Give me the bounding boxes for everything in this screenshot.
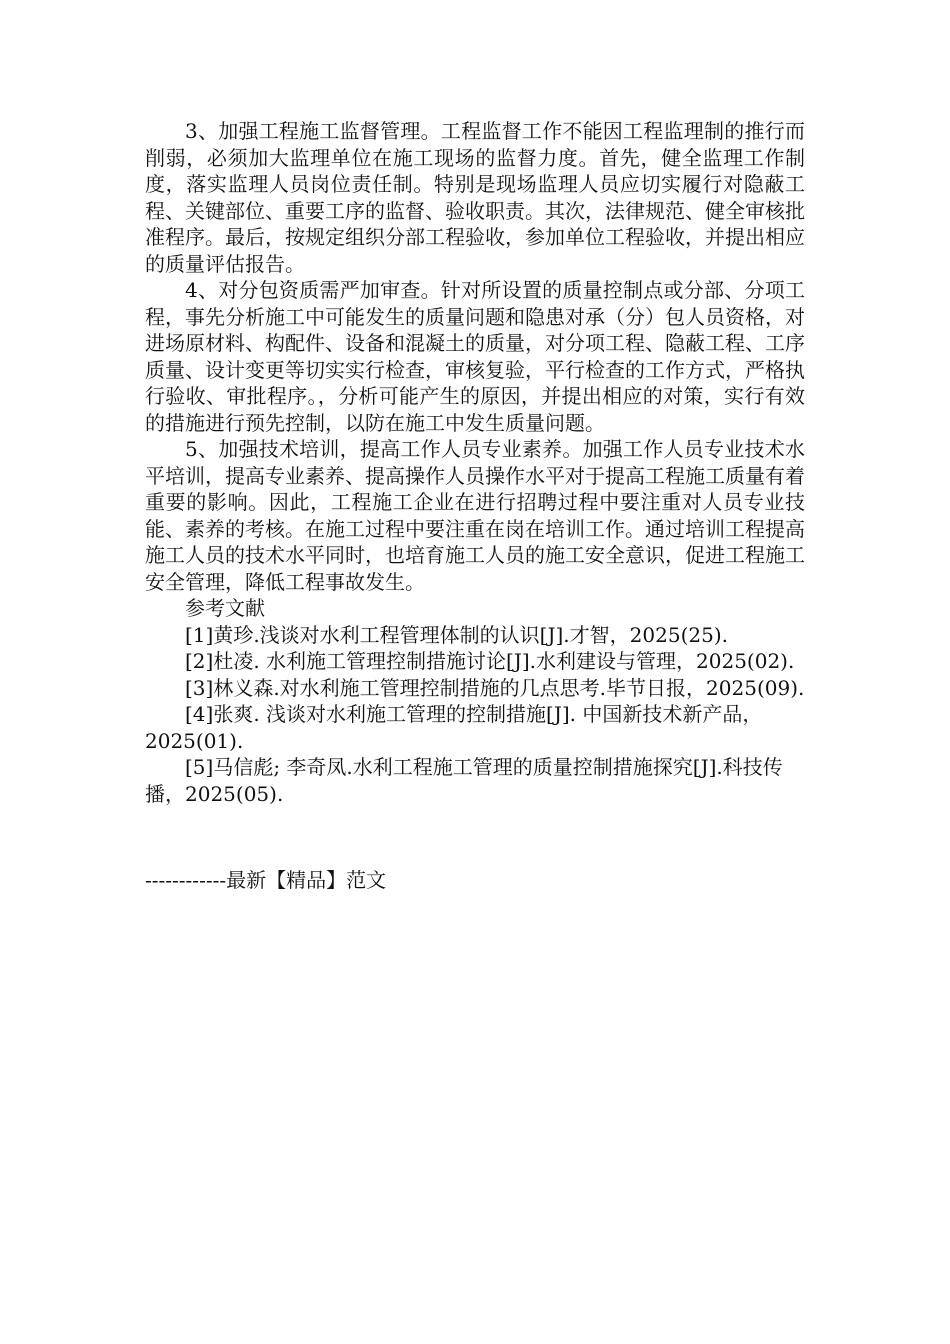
- paragraph-4: 4、对分包资质需严加审查。针对所设置的质量控制点或分部、分项工程，事先分析施工中可能发生的质量问题和隐患对承（分）包人员资格，对进场原材料、构配件、设备和混凝土的质量，对分项工程、隐蔽工程、工序质量、设计变更等切实实行检查，审核复验，平行检查的工作方式，严格执行验收、审批程序。，分析可能产生的原因，并提出相应的对策，实行有效的措施进行预先控制，以防在施工中发生质量问题。: [145, 278, 805, 435]
- paragraph-5: 5、加强技术培训，提高工作人员专业素养。加强工作人员专业技术水平培训，提高专业素养、提高操作人员操作水平对于提高工程施工质量有着重要的影响。因此，工程施工企业在进行招聘过程中要注重对人员专业技能、素养的考核。在施工过程中要注重在岗在培训工作。通过培训工程提高施工人员的技术水平同时，也培育施工人员的施工安全意识，促进工程施工安全管理，降低工程事故发生。: [145, 437, 805, 594]
- reference-item-4: [4]张爽. 浅谈对水利施工管理的控制措施[J]. 中国新技术新产品，2025(01).: [145, 702, 763, 753]
- reference-item-2: [2]杜凌. 水利施工管理控制措施讨论[J].水利建设与管理，2025(02).: [185, 649, 795, 673]
- paragraph-3: 3、加强工程施工监督管理。工程监督工作不能因工程监理制的推行而削弱，必须加大监理单位在施工现场的监督力度。首先，健全监理工作制度，落实监理人员岗位责任制。特别是现场监理人员应切实履行对隐蔽工程、关键部位、重要工序的监督、验收职责。其次，法律规范、健全审核批准程序。最后，按规定组织分部工程验收，参加单位工程验收，并提出相应的质量评估报告。: [145, 119, 805, 276]
- footer-text: ------------最新【精品】范文: [145, 868, 387, 892]
- document-page: [145, 118, 805, 894]
- reference-item-5: [5]马信彪; 李奇凤.水利工程施工管理的质量控制措施探究[J].科技传播，2025(05).: [145, 755, 783, 806]
- reference-item-1: [1]黄珍.浅谈对水利工程管理体制的认识[J].才智，2025(25).: [185, 622, 728, 647]
- reference-item-3: [3]林义森.对水利施工管理控制措施的几点思考.毕节日报，2025(09).: [185, 675, 805, 700]
- references-heading: 参考文献: [185, 596, 265, 620]
